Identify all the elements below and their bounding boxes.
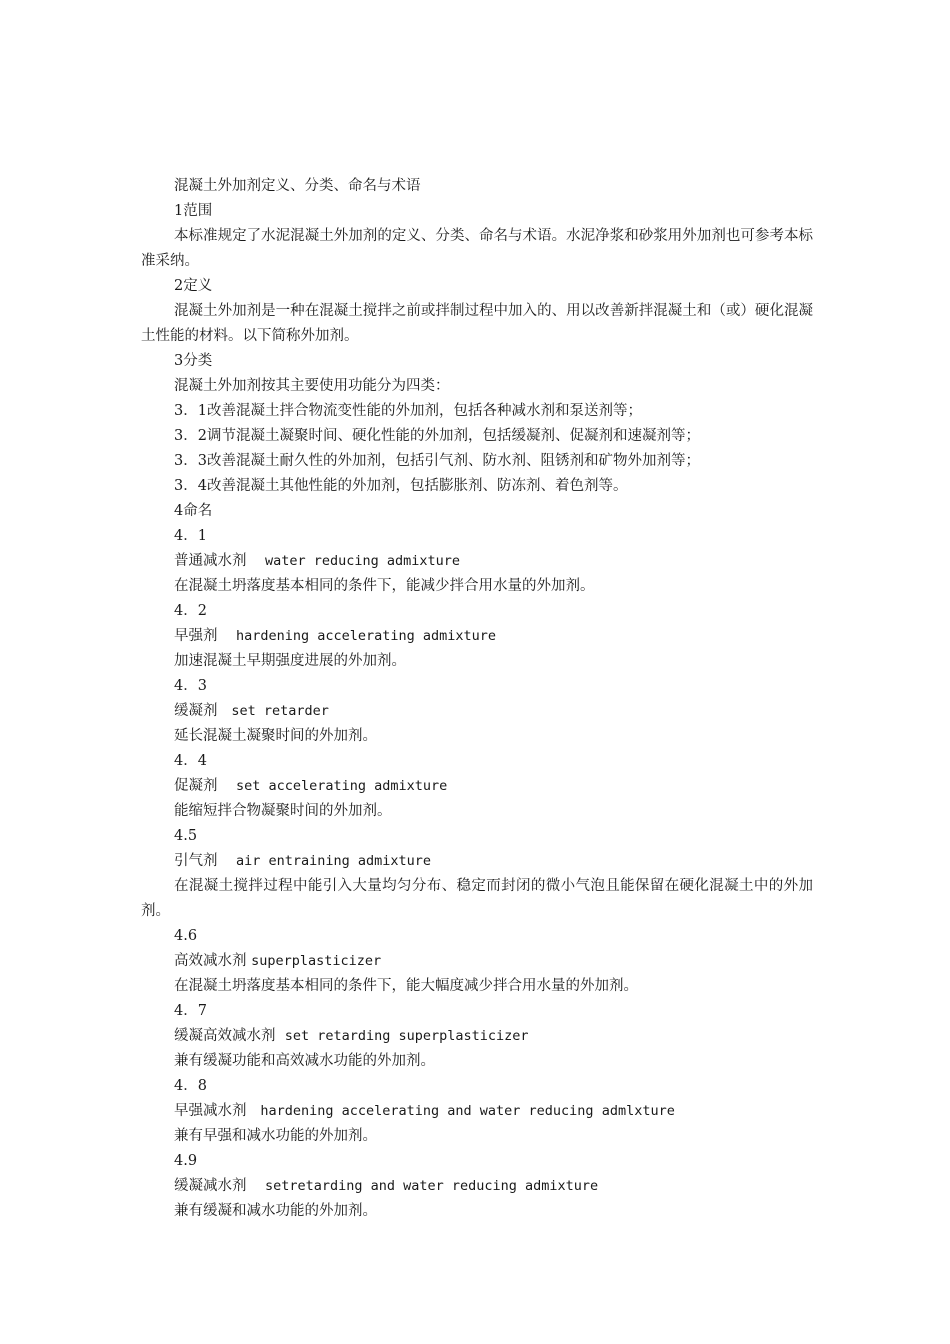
section-4-heading: 4命名: [174, 503, 213, 519]
section-2-text: 混凝土外加剂是一种在混凝土搅拌之前或拌制过程中加入的、用以改善新拌混凝土和（或）硬化混凝土性能的材料。以下简称外加剂。: [141, 303, 813, 344]
term-definition: 能缩短拌合物凝聚时间的外加剂。: [174, 803, 392, 819]
term-definition: 兼有缓凝和减水功能的外加剂。: [174, 1203, 377, 1219]
section-1-text: 本标准规定了水泥混凝土外加剂的定义、分类、命名与术语。水泥净浆和砂浆用外加剂也可参考本标准采纳。: [141, 228, 813, 269]
term-number: 4．4: [174, 753, 207, 769]
term-definition: 在混凝土坍落度基本相同的条件下，能大幅度减少拌合用水量的外加剂。: [174, 978, 638, 994]
term-name-zh: 缓凝剂: [174, 703, 218, 719]
document-title: 混凝土外加剂定义、分类、命名与术语: [174, 178, 421, 194]
term-name-zh: 缓凝高效减水剂: [174, 1028, 276, 1044]
term-definition: 兼有缓凝功能和高效减水功能的外加剂。: [174, 1053, 435, 1069]
term-name-en: set accelerating admixture: [235, 778, 448, 794]
section-3-heading: 3分类: [174, 353, 213, 369]
term-name: [141, 1099, 813, 1124]
term-definition: 兼有早强和减水功能的外加剂。: [174, 1128, 377, 1144]
term-name-zh: 高效减水剂: [174, 953, 247, 969]
term-number: 4.5: [174, 828, 198, 844]
term-name-en: set retarding superplasticizer: [284, 1028, 529, 1044]
term-definition: 延长混凝土凝聚时间的外加剂。: [174, 728, 377, 744]
section-3-intro: 混凝土外加剂按其主要使用功能分为四类：: [174, 378, 450, 394]
term-name-zh: 引气剂: [174, 853, 218, 869]
term-name-zh: 普通减水剂: [174, 553, 247, 569]
term-name: [141, 949, 813, 974]
term-number: 4.6: [174, 928, 198, 944]
term-name-en: air entraining admixture: [235, 853, 432, 869]
term-number: 4．8: [174, 1078, 207, 1094]
term-definition: 在混凝土坍落度基本相同的条件下，能减少拌合用水量的外加剂。: [174, 578, 595, 594]
term-name-en: set retarder: [231, 703, 329, 719]
term-number: 4.9: [174, 1153, 198, 1169]
term-number: 4．7: [174, 1003, 207, 1019]
term-name: [141, 549, 813, 574]
term-name-zh: 早强减水剂: [174, 1103, 247, 1119]
term-name: [141, 624, 813, 649]
term-name: [141, 774, 813, 799]
term-name: [141, 1024, 813, 1049]
term-name-en: hardening accelerating and water reducing admlxture: [260, 1103, 675, 1119]
term-name: [141, 1174, 813, 1199]
document-page: [141, 174, 813, 1224]
term-name-zh: 促凝剂: [174, 778, 218, 794]
term-name-zh: 早强剂: [174, 628, 218, 644]
term-name-en: setretarding and water reducing admixture: [264, 1178, 599, 1194]
term-number: 4．1: [174, 528, 207, 544]
term-definition: 在混凝土搅拌过程中能引入大量均匀分布、稳定而封闭的微小气泡且能保留在硬化混凝土中的外加剂。: [141, 878, 813, 919]
section-3-item: 3．2调节混凝土凝聚时间、硬化性能的外加剂，包括缓凝剂、促凝剂和速凝剂等；: [174, 428, 700, 444]
term-name-en: water reducing admixture: [264, 553, 461, 569]
term-number: 4．3: [174, 678, 207, 694]
section-3-item: 3．1改善混凝土拌合物流变性能的外加剂，包括各种减水剂和泵送剂等；: [174, 403, 642, 419]
term-name: [141, 699, 813, 724]
section-3-item: 3．4改善混凝土其他性能的外加剂，包括膨胀剂、防冻剂、着色剂等。: [174, 478, 628, 494]
term-name: [141, 849, 813, 874]
term-name-en: superplasticizer: [251, 953, 382, 969]
section-2-heading: 2定义: [174, 278, 213, 294]
term-definition: 加速混凝土早期强度进展的外加剂。: [174, 653, 406, 669]
term-name-en: hardening accelerating admixture: [235, 628, 497, 644]
term-number: 4．2: [174, 603, 207, 619]
term-name-zh: 缓凝减水剂: [174, 1178, 247, 1194]
section-1-heading: 1范围: [174, 203, 213, 219]
section-3-item: 3．3改善混凝土耐久性的外加剂，包括引气剂、防水剂、阻锈剂和矿物外加剂等；: [174, 453, 700, 469]
